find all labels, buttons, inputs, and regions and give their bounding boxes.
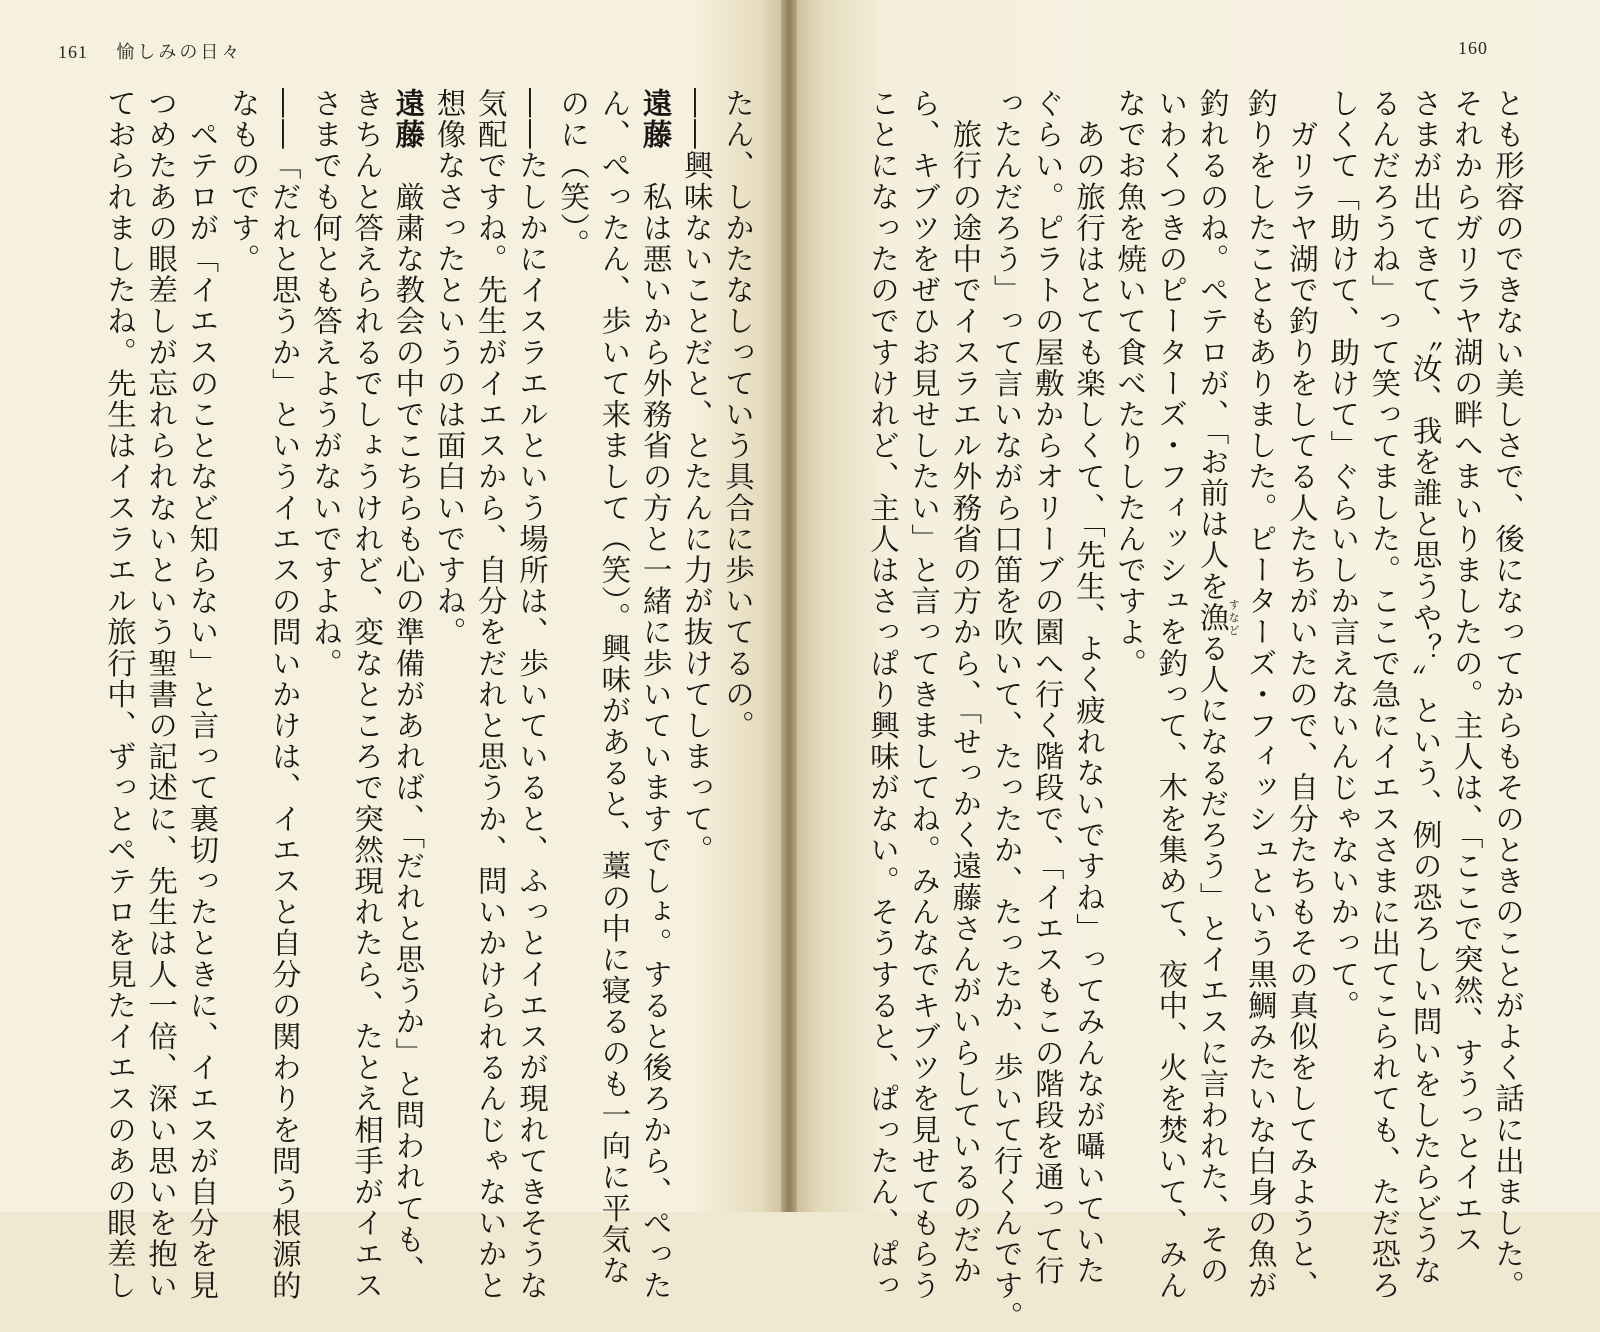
text-line: さまが出てきて、〝汝、我を誰と思うや？〟という、例の恐ろしい問いをしたらどうな bbox=[1408, 88, 1443, 1287]
furigana: すなど bbox=[1227, 598, 1241, 637]
text-line: ペテロが「イエスのことなど知らない」と言って裏切ったときに、イエスが自分を見 bbox=[185, 88, 220, 1301]
text-line: しくて「助けて、助けて」ぐらいしか言えないんじゃないかって。 bbox=[1326, 88, 1361, 1021]
text-line bbox=[634, 88, 675, 1301]
text-line: とも形容のできない美しさで、後になってからもそのときのことがよく話に出ました。 bbox=[1491, 88, 1525, 1301]
text-line: ――「だれと思うか」というイエスの問いかけは、イエスと自分の関わりを問う根源的 bbox=[267, 88, 302, 1301]
text-line bbox=[387, 88, 428, 1287]
text-line: それからガリラヤ湖の畔へまいりましたの。主人は、「ここで突然、すうっとイエス bbox=[1449, 88, 1484, 1256]
text-segment: 釣れるのね。ペテロが、「お前は人を bbox=[1195, 88, 1230, 602]
text-line: つめたあの眼差しが忘れられないという聖書の記述に、先生は人一倍、深い思いを抱い bbox=[144, 88, 179, 1301]
text-line: ておられましたね。先生はイスラエル旅行中、ずっとペテロを見たイエスのあの眼差し bbox=[102, 88, 137, 1301]
text-line: 釣りをしたこともありました。ピーターズ・フィッシュという黒鯛みたいな白身の魚が bbox=[1243, 88, 1278, 1301]
text-line bbox=[1191, 88, 1241, 1287]
text-line: るんだろうね」って笑ってました。ここで急にイエスさまに出てこられても、ただ恐ろ bbox=[1367, 88, 1402, 1301]
text-line: ガリラヤ湖で釣りをしてる人たちがいたので、自分たちもその真似をしてみようと、 bbox=[1284, 88, 1319, 1301]
text-line: ――興味ないことだと、とたんに力が抜けてしまって。 bbox=[679, 88, 714, 866]
speaker-label: 遠藤 bbox=[391, 88, 426, 151]
ruby-word bbox=[1195, 598, 1241, 637]
book-gutter bbox=[781, 0, 797, 1212]
left-page-header bbox=[58, 38, 242, 64]
text-line: 想像なさったというのは面白いですね。 bbox=[432, 88, 467, 648]
text-segment: る人になるだろう」とイエスに言われた、その bbox=[1195, 633, 1230, 1287]
speaker-label: 遠藤 bbox=[638, 88, 673, 151]
text-line: ことになったのですけれど、主人はさっぱり興味がない。そうすると、ぱったん、ぱっ bbox=[865, 88, 900, 1301]
right-page-number: 160 bbox=[1458, 38, 1488, 58]
text-line: いわくつきのピーターズ・フィッシュを釣って、木を集めて、夜中、火を焚いて、みん bbox=[1154, 88, 1189, 1301]
text-segment: 厳粛な教会の中でこちらも心の準備があれば、「だれと思うか」と問われても、 bbox=[391, 150, 426, 1287]
text-line: なものです。 bbox=[226, 88, 261, 275]
text-line: ったんだろう」って言いながら口笛を吹いて、たったか、たったか、歩いて行くんです。 bbox=[989, 88, 1024, 1332]
text-line: なでお魚を焼いて食べたりしたんですよ。 bbox=[1113, 88, 1148, 679]
text-line: 旅行の途中でイスラエル外務省の方から、「せっかく遠藤さんがいらしているのだか bbox=[948, 88, 983, 1287]
text-line: きちんと答えられるでしょうけれど、変なところで突然現れたら、たとえ相手がイエス bbox=[350, 88, 385, 1301]
text-line: たん、しかたなしっていう具合に歩いてるの。 bbox=[721, 88, 755, 742]
text-line: 気配ですね。先生がイエスから、自分をだれと思うか、問いかけられるんじゃないかと bbox=[473, 88, 508, 1301]
text-line: ら、キブツをぜひお見せしたい」と言ってきましてね。みんなでキブツを見せてもらう bbox=[907, 88, 942, 1301]
text-line: ん、ぺったん、歩いて来まして（笑）。興味があると、藁の中に寝るのも一向に平気な bbox=[597, 88, 632, 1287]
text-segment: 私は悪いから外務省の方と一緒に歩いていますでしょ。すると後ろから、ぺった bbox=[638, 150, 673, 1301]
text-line: あの旅行はとても楽しくて、「先生、よく疲れないですね」ってみんなが囁いていた bbox=[1071, 88, 1106, 1287]
text-line: ――たしかにイスラエルという場所は、歩いていると、ふっとイエスが現れてきそうな bbox=[514, 88, 549, 1301]
running-title: 愉しみの日々 bbox=[116, 42, 243, 63]
left-page-text bbox=[28, 88, 758, 1301]
ruby-base: 漁 bbox=[1195, 598, 1230, 637]
text-line: のに（笑）。 bbox=[556, 88, 591, 260]
right-page-text bbox=[808, 88, 1528, 1332]
text-line: さまでも何とも答えようがないですよね。 bbox=[308, 88, 343, 679]
left-page-number: 161 bbox=[58, 42, 88, 62]
right-page-header bbox=[1458, 38, 1488, 59]
text-line: ぐらい。ピラトの屋敷からオリーブの園へ行く階段で、「イエスもこの階段を通って行 bbox=[1030, 88, 1065, 1287]
